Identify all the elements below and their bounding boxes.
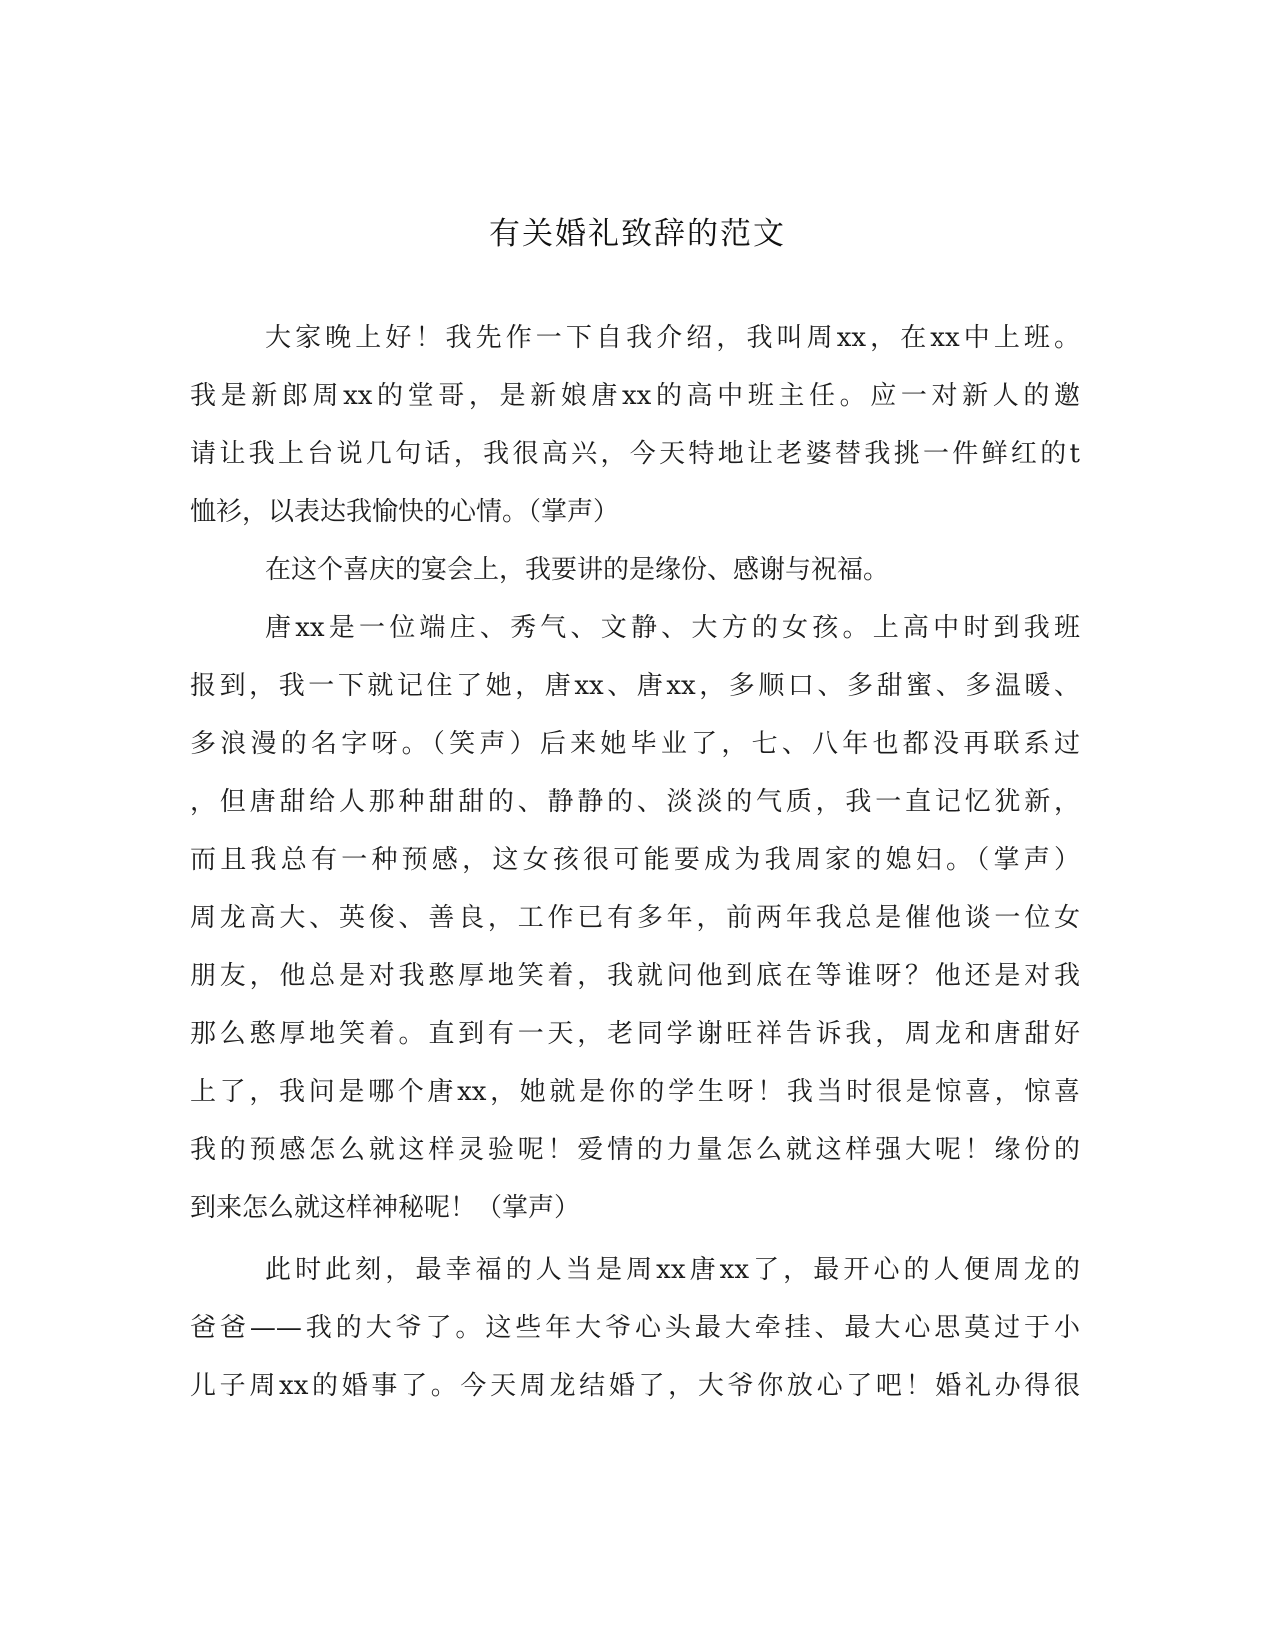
text-line: 恤衫，以表达我愉快的心情。（掌声） xyxy=(190,497,620,527)
text-line: 周龙高大、英俊、善良，工作已有多年，前两年我总是催他谈一位女 xyxy=(190,903,1080,933)
text-line: 多浪漫的名字呀。（笑声）后来她毕业了，七、八年也都没再联系过 xyxy=(190,729,1080,759)
text-line: 在这个喜庆的宴会上，我要讲的是缘份、感谢与祝福。 xyxy=(265,555,890,585)
text-line: 朋友，他总是对我憨厚地笑着，我就问他到底在等谁呀？他还是对我 xyxy=(190,961,1080,991)
text-line: 而且我总有一种预感，这女孩很可能要成为我周家的媳妇。（掌声） xyxy=(190,845,1080,875)
text-line: 那么憨厚地笑着。直到有一天，老同学谢旺祥告诉我，周龙和唐甜好 xyxy=(190,1019,1080,1049)
document-title: 有关婚礼致辞的范文 xyxy=(489,216,786,252)
text-line: 到来怎么就这样神秘呢！（掌声） xyxy=(190,1193,581,1223)
text-line: 爸爸——我的大爷了。这些年大爷心头最大牵挂、最大心思莫过于小 xyxy=(190,1313,1080,1343)
text-line: 唐xx是一位端庄、秀气、文静、大方的女孩。上高中时到我班 xyxy=(265,613,1080,643)
text-line: 此时此刻，最幸福的人当是周xx唐xx了，最开心的人便周龙的 xyxy=(265,1255,1080,1285)
text-line: 大家晚上好！我先作一下自我介绍，我叫周xx，在xx中上班。 xyxy=(265,323,1080,353)
text-line: 儿子周xx的婚事了。今天周龙结婚了，大爷你放心了吧！婚礼办得很 xyxy=(190,1371,1080,1401)
text-line: 请让我上台说几句话，我很高兴，今天特地让老婆替我挑一件鲜红的t xyxy=(190,439,1080,469)
text-line: ，但唐甜给人那种甜甜的、静静的、淡淡的气质，我一直记忆犹新， xyxy=(190,787,1080,817)
text-line: 我的预感怎么就这样灵验呢！爱情的力量怎么就这样强大呢！缘份的 xyxy=(190,1135,1080,1165)
text-line: 上了，我问是哪个唐xx，她就是你的学生呀！我当时很是惊喜，惊喜 xyxy=(190,1077,1080,1107)
text-line: 报到，我一下就记住了她，唐xx、唐xx，多顺口、多甜蜜、多温暖、 xyxy=(190,671,1080,701)
text-line: 我是新郎周xx的堂哥，是新娘唐xx的高中班主任。应一对新人的邀 xyxy=(190,381,1080,411)
